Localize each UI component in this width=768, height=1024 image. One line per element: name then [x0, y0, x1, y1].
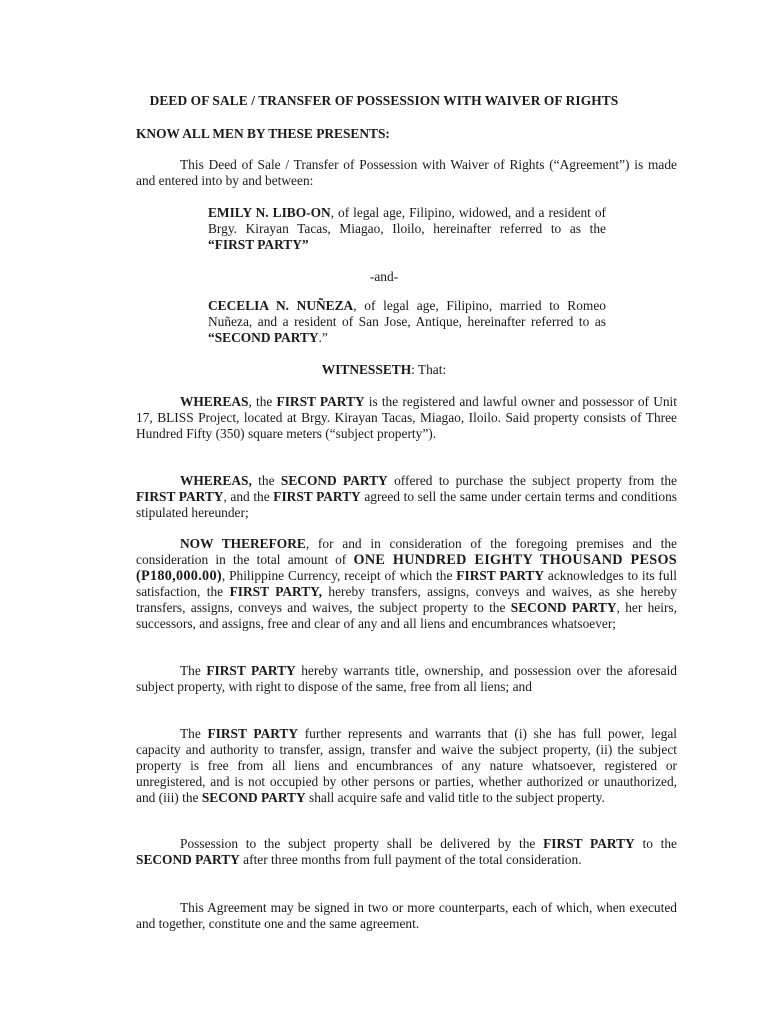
- witnesseth-rest: : That:: [411, 362, 447, 377]
- now-therefore-second-party: SECOND PARTY: [510, 600, 617, 615]
- whereas-1-lead: WHEREAS: [180, 394, 249, 409]
- whereas-2-text-1: the: [251, 473, 281, 488]
- and-separator: -and-: [369, 269, 399, 284]
- whereas-2-second-party: SECOND PARTY: [280, 473, 388, 488]
- counterparts-paragraph: This Agreement may be signed in two or more counterparts, each of which, when executed and together, constitute one and the same agreement.: [136, 900, 677, 931]
- know-all-men-heading: KNOW ALL MEN BY THESE PRESENTS:: [136, 126, 390, 141]
- first-party-name: EMILY N. LIBO-ON: [208, 205, 331, 220]
- now-therefore-text-2: , Philippine Currency, receipt of which the: [221, 568, 457, 583]
- now-therefore-lead: NOW THEREFORE: [180, 536, 306, 551]
- second-party-block: [208, 298, 606, 346]
- now-therefore-first-party-b: FIRST PARTY,: [229, 584, 322, 599]
- represents-text-1: further represents and warrants that (i) she has full power, legal capacity and authority to transfer, assign, transfer and waive the subject property, (ii) the subject property is free from all liens and encumbrances of any nature whatsoever, registered or unregistered, and is not occupied by other persons or parties, whether authorized or unauthorized, and (iii) the: [136, 726, 677, 805]
- now-therefore-first-party-a: FIRST PARTY: [456, 568, 545, 583]
- second-party-name: CECELIA N. NUÑEZA: [208, 298, 354, 313]
- first-party-block: [208, 205, 606, 253]
- first-party-label: “FIRST PARTY”: [208, 237, 309, 252]
- second-party-description: , of legal age, Filipino, married to Romeo Nuñeza, and a resident of San Jose, Antique, hereinafter referred to as: [208, 298, 606, 329]
- possession-first-party: FIRST PARTY: [543, 836, 635, 851]
- possession-paragraph: [136, 836, 677, 868]
- now-therefore-text-3: acknowledges to its full satisfaction, the: [136, 568, 678, 599]
- warrants-first-party: FIRST PARTY: [206, 663, 296, 678]
- whereas-1-text-2: is the registered and lawful owner and possessor of Unit 17, BLISS Project, located at Brgy. Kirayan Tacas, Miagao, Iloilo. Said property consists of Three Hundred Fifty (350) square meters (“subject property”).: [136, 394, 678, 441]
- represents-second-party: SECOND PARTY: [201, 790, 306, 805]
- represents-text-2: shall acquire safe and valid title to the subject property.: [305, 790, 605, 805]
- first-party-description: , of legal age, Filipino, widowed, and a resident of Brgy. Kirayan Tacas, Miagao, Iloilo, hereinafter referred to as the: [208, 205, 607, 236]
- represents-text-0: The: [180, 726, 208, 741]
- consideration-amount: ONE HUNDRED EIGHTY THOUSAND PESOS (P180,000.00): [136, 552, 677, 584]
- witnesseth-bold: WITNESSETH: [321, 362, 412, 377]
- warrants-paragraph: [136, 663, 677, 695]
- intro-paragraph: This Deed of Sale / Transfer of Possession with Waiver of Rights (“Agreement”) is made and entered into by and between:: [136, 157, 677, 188]
- warrants-text-1: hereby warrants title, ownership, and possession over the aforesaid subject property, with right to dispose of the same, free from all liens; and: [136, 663, 678, 694]
- whereas-2-lead: WHEREAS,: [180, 473, 252, 488]
- possession-text-0: Possession to the subject property shall be delivered by the: [180, 836, 544, 851]
- whereas-1-text-1: , the: [248, 394, 277, 409]
- now-therefore-text-5: , her heirs, successors, and assigns, free and clear of any and all liens and encumbrances whatsoever;: [136, 600, 677, 631]
- whereas-paragraph-1: [136, 394, 677, 442]
- possession-text-1: to the: [634, 836, 677, 851]
- whereas-2-first-party-a: FIRST PARTY: [136, 489, 224, 504]
- now-therefore-text-1: , for and in consideration of the foregoing premises and the consideration in the total amount of: [136, 536, 677, 567]
- whereas-2-text-2: offered to purchase the subject property from the: [387, 473, 678, 488]
- represents-first-party: FIRST PARTY: [207, 726, 299, 741]
- second-party-label: “SECOND PARTY: [208, 330, 319, 345]
- now-therefore-text-4: hereby transfers, assigns, conveys and waives, as she hereby transfers, assigns, conveys and waives, the subject property to the: [136, 584, 677, 615]
- whereas-2-text-3: , and the: [223, 489, 274, 504]
- witnesseth-heading: [0, 362, 768, 378]
- document-title: DEED OF SALE / TRANSFER OF POSSESSION WITH WAIVER OF RIGHTS: [149, 93, 619, 108]
- warrants-text-0: The: [180, 663, 207, 678]
- whereas-2-first-party-b: FIRST PARTY: [273, 489, 361, 504]
- whereas-1-first-party: FIRST PARTY: [276, 394, 365, 409]
- whereas-2-text-4: agreed to sell the same under certain terms and conditions stipulated hereunder;: [136, 489, 678, 520]
- now-therefore-paragraph: [136, 536, 677, 632]
- whereas-paragraph-2: [136, 473, 677, 521]
- represents-paragraph: [136, 726, 677, 806]
- possession-text-2: after three months from full payment of the total consideration.: [239, 852, 582, 867]
- possession-second-party: SECOND PARTY: [136, 852, 240, 867]
- second-party-end: .”: [318, 330, 328, 345]
